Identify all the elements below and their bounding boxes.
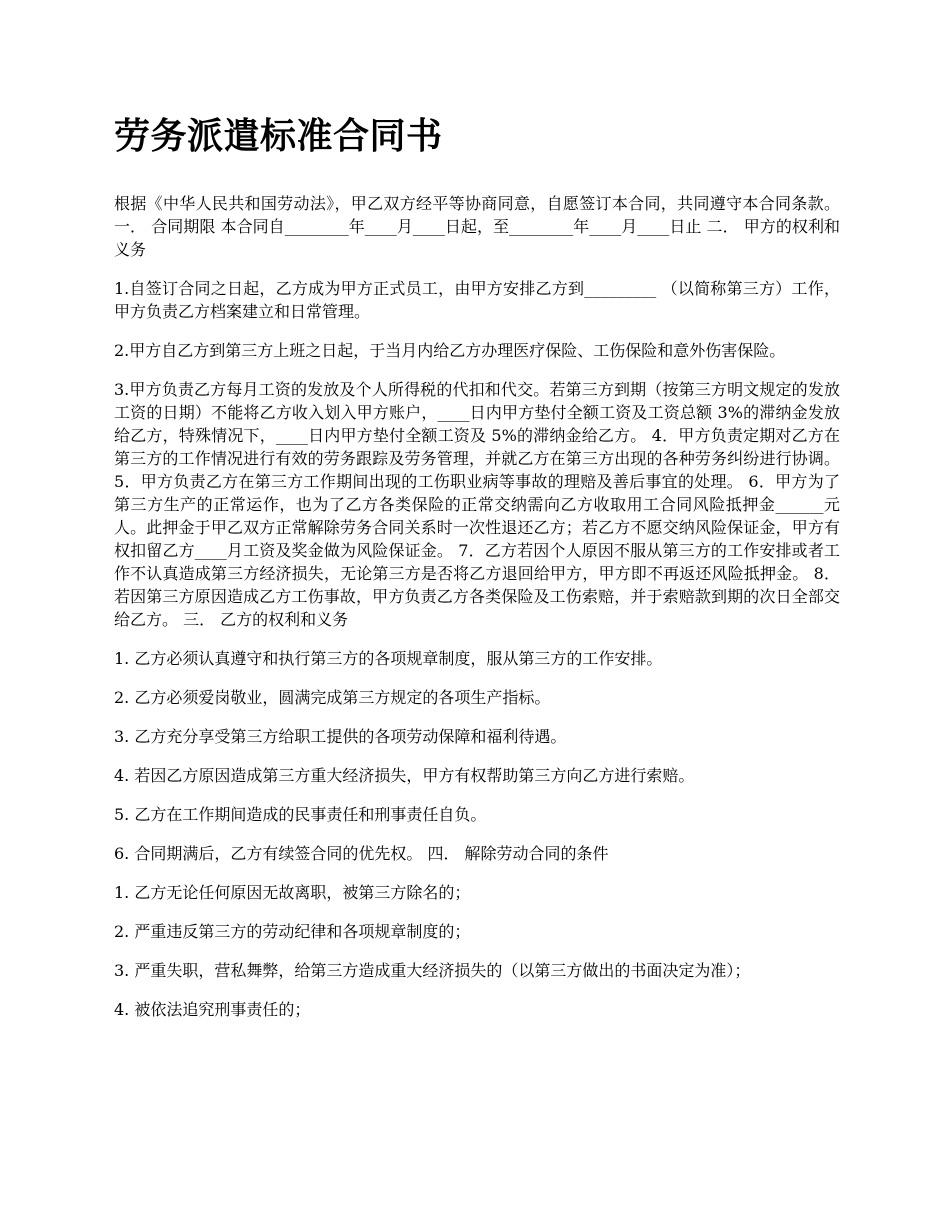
paragraph-termination-4: 4. 被依法追究刑事责任的；: [114, 1000, 311, 1019]
paragraph-termination-2: 2. 严重违反第三方的劳动纪律和各项规章制度的；: [114, 922, 471, 941]
paragraph-termination-3: 3. 严重失职，营私舞弊，给第三方造成重大经济损失的（以第三方做出的书面决定为准）；: [114, 961, 751, 980]
paragraph-party-b-4: 4. 若因乙方原因造成第三方重大经济损失，甲方有权帮助第三方向乙方进行索赔。: [114, 766, 695, 785]
paragraph-termination-1: 1. 乙方无论任何原因无故离职，被第三方除名的；: [114, 883, 471, 902]
document-page: [114, 110, 840, 1037]
paragraph-party-b-6: 6. 合同期满后，乙方有续签合同的优先权。 四． 解除劳动合同的条件: [114, 844, 609, 863]
paragraph-party-a-1: 1.自签订合同之日起，乙方成为甲方正式员工，由甲方安排乙方到_________ （以简称第三方）工作，甲方负责乙方档案建立和日常管理。: [114, 279, 840, 321]
document-title: 劳务派遣标准合同书: [114, 115, 443, 157]
paragraph-intro: 根据《中华人民共和国劳动法》，甲乙双方经平等协商同意，自愿签订本合同，共同遵守本合同条款。 一． 合同期限 本合同自________年____月____日起，至________年____月____日止 二． 甲方的权利和义务: [114, 194, 840, 259]
paragraph-party-a-3-8: 3.甲方负责乙方每月工资的发放及个人所得税的代扣和代交。若第三方到期（按第三方明文规定的发放工资的日期）不能将乙方收入划入甲方账户，____日内甲方垫付全额工资及工资总额 3%的滞纳金发放给乙方，特殊情况下，____日内甲方垫付全额工资及 5%的滞纳金给乙方。 4．甲方负责定期对乙方在第三方的工作情况进行有效的劳务跟踪及劳务管理，并就乙方在第三方出现的各种劳务纠纷进行协调。 5．甲方负责乙方在第三方工作期间出现的工伤职业病等事故的理赔及善后事宜的处理。 6．甲方为了第三方生产的正常运作，也为了乙方各类保险的正常交纳需向乙方收取用工合同风险抵押金______元人。此押金于甲乙双方正常解除劳务合同关系时一次性退还乙方；若乙方不愿交纳风险保证金，甲方有权扣留乙方____月工资及奖金做为风险保证金。 7．乙方若因个人原因不服从第三方的工作安排或者工作不认真造成第三方经济损失，无论第三方是否将乙方退回给甲方，甲方即不再返还风险抵押金。 8．若因第三方原因造成乙方工伤事故，甲方负责乙方各类保险及工伤索赔，并于索赔款到期的次日全部交给乙方。 三． 乙方的权利和义务: [114, 380, 840, 629]
paragraph-party-a-2: 2.甲方自乙方到第三方上班之日起，于当月内给乙方办理医疗保险、工伤保险和意外伤害保险。: [114, 341, 786, 360]
paragraph-party-b-2: 2. 乙方必须爱岗敬业，圆满完成第三方规定的各项生产指标。: [114, 688, 551, 707]
paragraph-party-b-5: 5. 乙方在工作期间造成的民事责任和刑事责任自负。: [114, 805, 487, 824]
paragraph-party-b-1: 1. 乙方必须认真遵守和执行第三方的各项规章制度，服从第三方的工作安排。: [114, 649, 663, 668]
paragraph-party-b-3: 3. 乙方充分享受第三方给职工提供的各项劳动保障和福利待遇。: [114, 727, 567, 746]
